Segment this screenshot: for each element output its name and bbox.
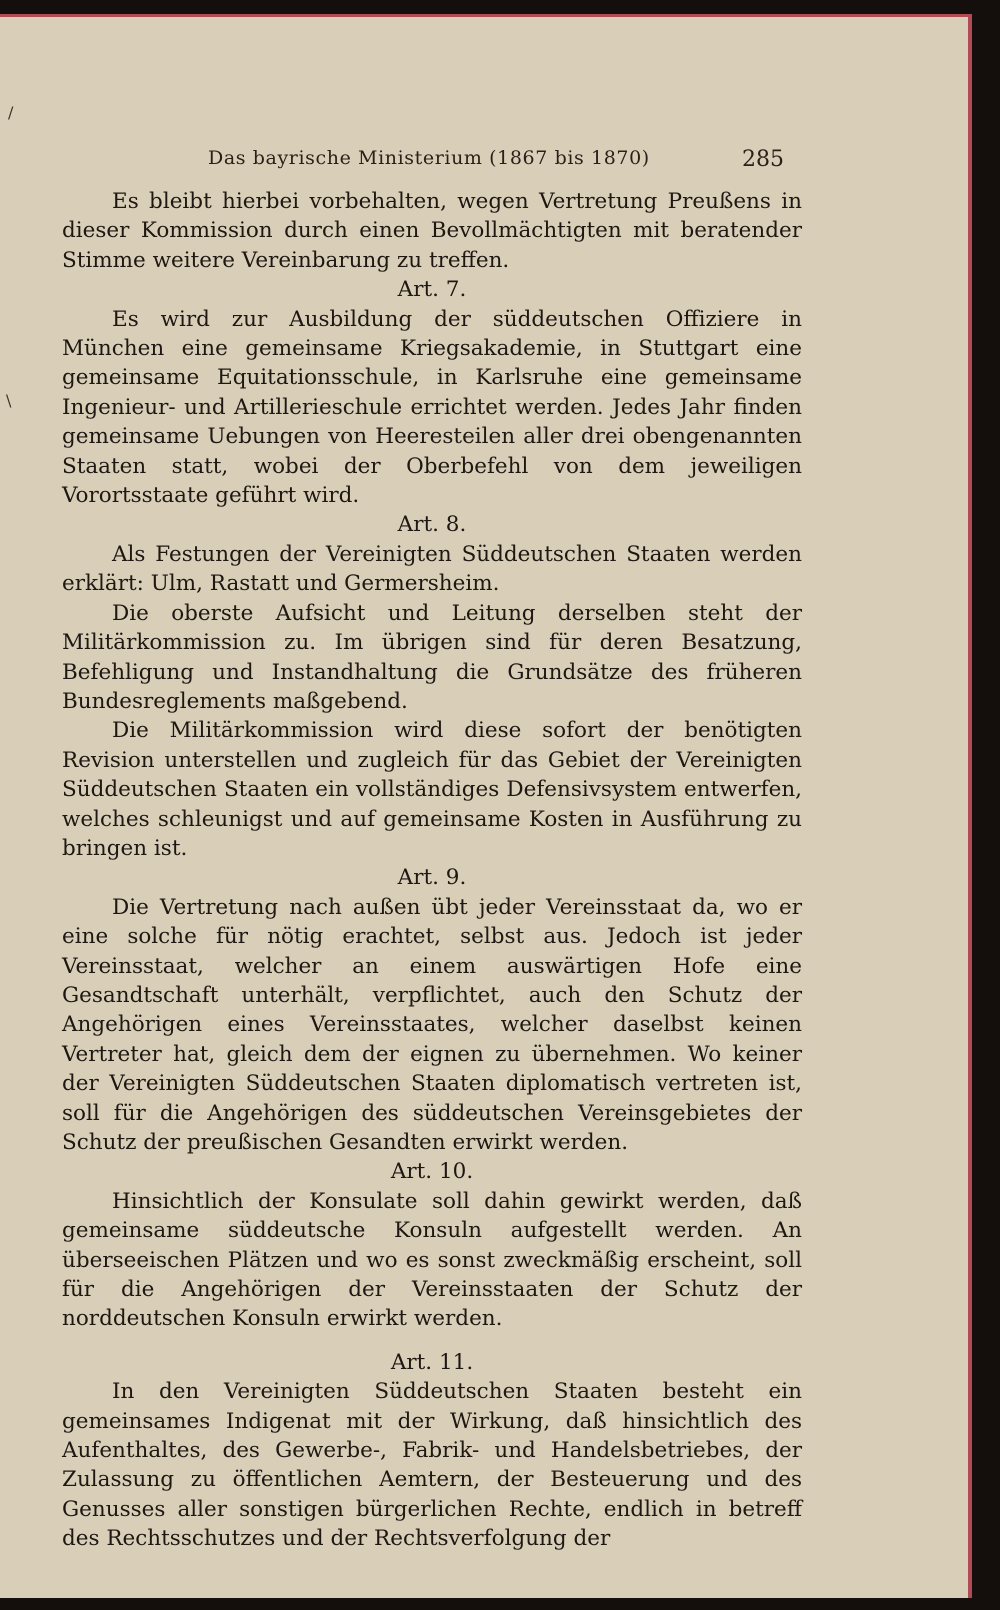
paragraph: Es bleibt hierbei vorbehalten, wegen Vertretung Preußens in dieser Kommission durch einen Bevollmächtigten mit beratender Stimme weitere Vereinbarung zu treffen. (62, 189, 802, 273)
running-title: Das bayrische Ministerium (1867 bis 1870) (208, 147, 650, 169)
book-page (0, 14, 972, 1598)
margin-mark: \ (6, 391, 12, 410)
body-text (62, 187, 802, 1554)
spacer (62, 1334, 802, 1348)
page-header (0, 147, 968, 177)
paragraph: Die Militärkommission wird diese sofort der benötigten Revision unterstellen und zugleich für das Gebiet der Vereinigten Süddeutschen Staaten ein vollständiges Defensivsystem entwerfen, welches schleunigst und auf gemeinsame Kosten in Ausführung zu bringen ist. (62, 718, 802, 861)
paragraph: Es wird zur Ausbildung der süddeutschen Offiziere in München eine gemeinsame Kriegsakademie, in Stuttgart eine gemeinsame Equitationsschule, in Karlsruhe eine gemeinsame Ingenieur- und Artillerieschule errichtet werden. Jedes Jahr finden gemeinsame Uebungen von Heeresteilen aller drei obengenannten Staaten statt, wobei der Oberbefehl von dem jeweiligen Vorortsstaate geführt wird. (62, 306, 802, 509)
paragraph: Als Festungen der Vereinigten Süddeutschen Staaten werden erklärt: Ulm, Rastatt und Germersheim. (62, 541, 802, 597)
article-heading: Art. 9. (397, 865, 467, 891)
paragraph: Die Vertretung nach außen übt jeder Vereinsstaat da, wo er eine solche für nötig erachtet, selbst aus. Jedoch ist jeder Vereinsstaat, welcher an einem auswärtigen Hofe eine Gesandtschaft unterhält, verpflichtet, auch den Schutz der Angehörigen eines Vereinsstaates, welcher daselbst keinen Vertreter hat, gleich dem der eignen zu übernehmen. Wo keiner der Vereinigten Süddeutschen Staaten diplomatisch vertreten ist, soll für die Angehörigen des süddeutschen Vereinsgebietes der Schutz der preußischen Gesandten erwirkt werden. (62, 894, 802, 1155)
page-number: 285 (742, 147, 784, 172)
article-heading: Art. 11. (390, 1349, 474, 1375)
article-heading: Art. 8. (397, 512, 467, 538)
paragraph: Hinsichtlich der Konsulate soll dahin gewirkt werden, daß gemeinsame süddeutsche Konsuln aufgestellt werden. An überseeischen Plätzen und wo es sonst zweckmäßig erscheint, soll für die Angehörigen der Vereinsstaaten der Schutz der norddeutschen Konsuln erwirkt werden. (62, 1188, 802, 1332)
article-heading: Art. 7. (397, 277, 467, 303)
paragraph: In den Vereinigten Süddeutschen Staaten besteht ein gemeinsames Indigenat mit der Wirkung, daß hinsichtlich des Aufenthaltes, des Gewerbe-, Fabrik- und Handelsbetriebes, der Zulassung zu öffentlichen Aemtern, der Besteuerung und des Genusses aller sonstigen bürgerlichen Rechte, endlich in betreff des Rechtsschutzes und der Rechtsverfolgung der (62, 1379, 802, 1552)
margin-mark: / (8, 103, 14, 122)
paragraph: Die oberste Aufsicht und Leitung derselben steht der Militärkommission zu. Im übrigen sind für deren Besatzung, Befehligung und Instandhaltung die Grundsätze des früheren Bundesreglements maßgebend. (62, 600, 802, 714)
article-heading: Art. 10. (390, 1159, 474, 1185)
